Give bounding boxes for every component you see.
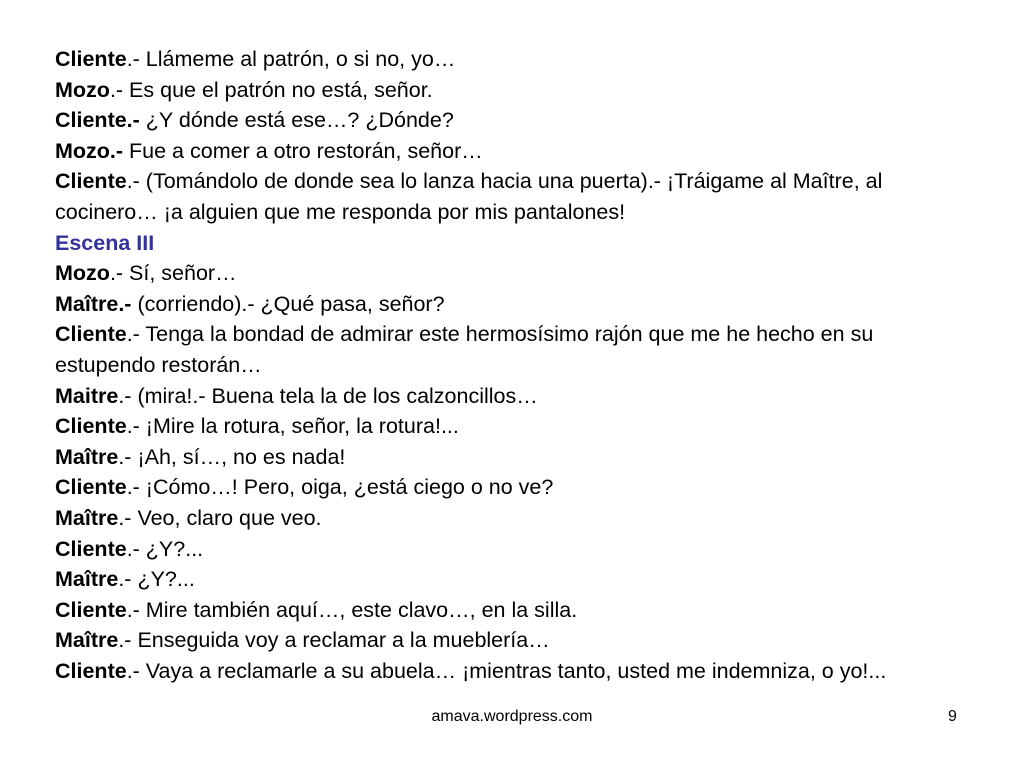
dialogue-line [55, 472, 970, 503]
dialogue-line [55, 564, 970, 595]
dialogue-line [55, 258, 970, 289]
speaker-separator: .- [126, 475, 140, 500]
speaker-separator: .- [118, 567, 132, 592]
speaker-separator: .- [118, 444, 132, 469]
speaker-separator: .- [126, 47, 140, 71]
dialogue-text: Veo, claro que veo. [131, 505, 322, 530]
dialogue-text: (mira!.- Buena tela la de los calzoncillos… [131, 383, 538, 408]
dialogue-line [55, 411, 970, 442]
speaker-name: Cliente [55, 475, 127, 500]
speaker-name: Cliente [55, 536, 127, 561]
dialogue-line [55, 105, 970, 136]
dialogue-text: Enseguida voy a reclamar a la mueblería… [131, 628, 550, 653]
dialogue-text: Fue a comer a otro restorán, señor… [123, 138, 483, 163]
page-number: 9 [948, 708, 957, 725]
dialogue-line [55, 44, 970, 75]
dialogue-text: Mire también aquí…, este clavo…, en la silla. [139, 597, 578, 622]
dialogue-text: (Tomándolo de donde sea lo lanza hacia una puerta).- ¡Tráigame al Maître, al cocinero… ¡a alguien que me responda por mis pantalones! [55, 169, 883, 224]
dialogue-line [55, 75, 970, 106]
speaker-name: Maitre [55, 383, 119, 408]
dialogue-line [55, 166, 970, 227]
dialogue-line [55, 442, 970, 473]
dialogue-text: Llámeme al patrón, o si no, yo… [139, 47, 456, 71]
dialogue-line [55, 534, 970, 565]
dialogue-text: ¡Cómo…! Pero, oiga, ¿está ciego o no ve? [139, 475, 554, 500]
speaker-name: Mozo [55, 261, 110, 286]
dialogue-line [55, 381, 970, 412]
dialogue-text: Es que el patrón no está, señor. [123, 77, 433, 102]
speaker-name: Cliente [55, 322, 127, 347]
speaker-name: Maître [55, 628, 119, 653]
speaker-name: Mozo [55, 77, 110, 102]
scene-heading: Escena III [55, 230, 155, 255]
dialogue-text: (corriendo).- ¿Qué pasa, señor? [131, 291, 445, 316]
dialogue-line [55, 503, 970, 534]
dialogue-line [55, 136, 970, 167]
slide-body [55, 44, 970, 686]
speaker-name: Maître.- [55, 291, 132, 316]
footer-url: amava.wordpress.com [431, 708, 593, 725]
dialogue-text: Vaya a reclamarle a su abuela… ¡mientras tanto, usted me indemniza, o yo!... [139, 658, 887, 683]
speaker-separator: .- [109, 261, 124, 286]
speaker-name: Maître [55, 567, 119, 592]
speaker-name: Cliente [55, 658, 127, 683]
speaker-separator: .- [126, 414, 140, 439]
dialogue-text: ¿Y?... [131, 567, 195, 592]
dialogue-text: ¿Y?... [139, 536, 204, 561]
dialogue-text: ¡Mire la rotura, señor, la rotura!... [139, 414, 459, 439]
speaker-separator: .- [109, 77, 124, 102]
speaker-name: Cliente [55, 169, 127, 194]
dialogue-line [55, 656, 970, 687]
speaker-name: Maître [55, 505, 119, 530]
speaker-name: Cliente [55, 47, 127, 71]
speaker-name: Cliente [55, 597, 127, 622]
speaker-separator: .- [118, 383, 132, 408]
speaker-name: Cliente [55, 414, 127, 439]
speaker-separator: .- [126, 597, 140, 622]
speaker-separator: .- [126, 322, 140, 347]
speaker-separator: .- [118, 628, 132, 653]
dialogue-line [55, 289, 970, 320]
dialogue-text: Sí, señor… [123, 261, 237, 286]
speaker-name: Maître [55, 444, 119, 469]
dialogue-line [55, 595, 970, 626]
speaker-separator: .- [126, 658, 140, 683]
speaker-name: Cliente.- [55, 108, 140, 133]
dialogue-text: ¿Y dónde está ese…? ¿Dónde? [139, 108, 454, 133]
speaker-separator: .- [126, 536, 140, 561]
dialogue-line [55, 319, 970, 380]
speaker-name: Mozo.- [55, 138, 124, 163]
dialogue-text: Tenga la bondad de admirar este hermosísimo rajón que me he hecho en su estupendo restorán… [55, 322, 874, 377]
speaker-separator: .- [118, 505, 132, 530]
dialogue-line [55, 625, 970, 656]
speaker-separator: .- [126, 169, 140, 194]
dialogue-text: ¡Ah, sí…, no es nada! [131, 444, 346, 469]
